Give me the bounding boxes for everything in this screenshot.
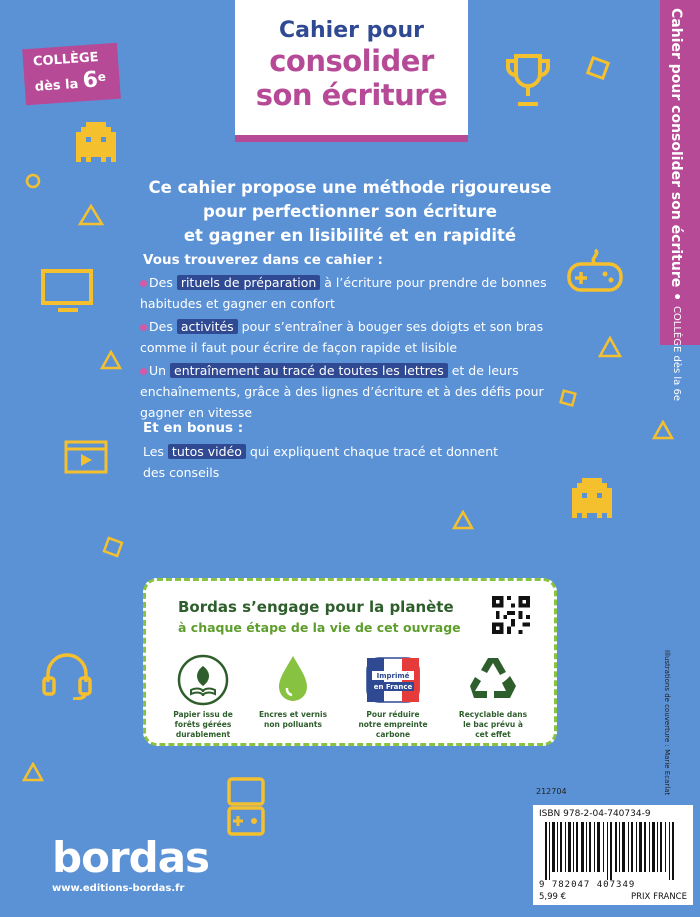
made-in-france-icon [358,654,428,706]
list-item [140,360,550,423]
recycle-icon [458,654,528,706]
square-shape-icon [556,386,580,410]
spine-level: COLLÈGE dès la 6e [671,305,682,401]
planet-item-label: Pour réduire notre empreinte carbone [358,710,428,739]
item-text: Des [149,319,177,334]
item-text: Des [149,275,177,290]
qr-code-icon[interactable] [492,596,530,634]
bullet-dot [140,324,147,331]
barcode-icon [539,822,687,880]
monitor-icon [40,268,96,312]
isbn: ISBN 978-2-04-740734-9 [539,809,651,819]
triangle-shape-icon [652,420,674,440]
intro-text [120,176,580,248]
square-shape-icon [582,54,612,84]
planet-item-label: Encres et vernis non polluants [258,710,328,729]
square-shape-icon [100,534,126,560]
website-link[interactable]: www.editions-bordas.fr [52,883,185,894]
planet-item-france [358,654,428,740]
item-highlight: entraînement au tracé de toutes les lettres [170,363,448,378]
triangle-shape-icon [100,350,122,370]
title-line-1: Cahier pour [279,18,424,43]
pixel-ghost-icon [76,122,116,162]
triangle-shape-icon [22,762,44,782]
level-prefix: dès la [34,76,84,95]
trophy-icon [505,52,551,110]
title-line-2: consolider [269,44,434,78]
triangle-shape-icon [452,510,474,530]
price-row [539,892,687,902]
title-line-3: son écriture [255,78,448,112]
intro-line-1: Ce cahier propose une méthode rigoureuse [148,178,552,197]
item-text: et de leurs enchaînements, grâce à des lignes d’écriture et à des défis pour gagner en vitesse [140,363,544,420]
bonus-before: Les [143,444,168,459]
drop-icon [258,654,328,706]
planet-commitment-box [143,578,557,746]
barcode-digits: 9 782047 407349 [539,880,636,890]
level-line-1: COLLÈGE [32,50,100,70]
level-sup: e [97,69,107,85]
contents-list [140,272,550,425]
price-label: PRIX FRANCE [631,892,687,902]
planet-item-label: Recyclable dans le bac prévu à cet effet [458,710,528,739]
bullet-dot [140,280,147,287]
gamepad-icon [565,246,625,296]
planet-item-label: Papier issu de forêts gérées durablement [173,710,233,739]
illustration-credits: Illustrations de couverture : Marie Ecarlat [663,650,671,796]
item-highlight: activités [177,319,238,334]
item-text: Un [149,363,171,378]
video-player-icon [64,440,108,474]
title-card [235,0,468,142]
spine [660,0,700,401]
contents-heading: Vous trouverez dans ce cahier : [143,252,383,268]
intro-line-3: et gagner en lisibilité et en rapidité [183,226,517,245]
planet-item-ink [258,654,328,730]
price: 5,99 € [539,892,567,902]
item-text: à l’écriture pour prendre de bonnes habitudes et gagner en confort [140,275,547,311]
bullet-dot [140,368,147,375]
intro-line-2: pour perfectionner son écriture [203,202,497,221]
level-number: 6 [81,67,99,94]
leaf-book-icon [168,654,238,706]
spine-text [668,8,684,401]
planet-title: Bordas s’engage pour la planète [178,598,454,616]
pixel-ghost-icon [572,478,612,518]
list-item [140,316,550,358]
level-tag [22,43,121,105]
badge-line-1: Imprimé [376,672,410,680]
barcode-panel [533,805,693,905]
planet-item-paper [168,654,238,740]
item-highlight: rituels de préparation [177,275,321,290]
item-text: pour s’entraîner à bouger ses doigts et son bras comme il faut pour écrire de façon rapide et lisible [140,319,544,355]
bonus-heading: Et en bonus : [143,420,244,436]
planet-item-recycle [458,654,528,740]
bonus-after: qui expliquent chaque tracé et donnent des conseils [143,444,499,480]
bordas-logo[interactable]: bordas [52,833,210,882]
level-line-2 [34,65,121,99]
circle-shape-icon [24,172,42,190]
handheld-console-icon [226,776,266,838]
bonus-text [143,441,523,483]
list-item [140,272,550,314]
headphones-icon [40,650,94,700]
badge-line-2: en France [373,683,413,691]
product-code: 212704 [536,787,567,796]
spine-title: Cahier pour consolider son écriture [668,8,684,288]
planet-subtitle: à chaque étape de la vie de cet ouvrage [178,620,461,635]
spine-separator: • [668,287,684,306]
triangle-shape-icon [78,204,104,226]
bonus-highlight: tutos vidéo [168,444,246,459]
triangle-shape-icon [598,336,622,358]
